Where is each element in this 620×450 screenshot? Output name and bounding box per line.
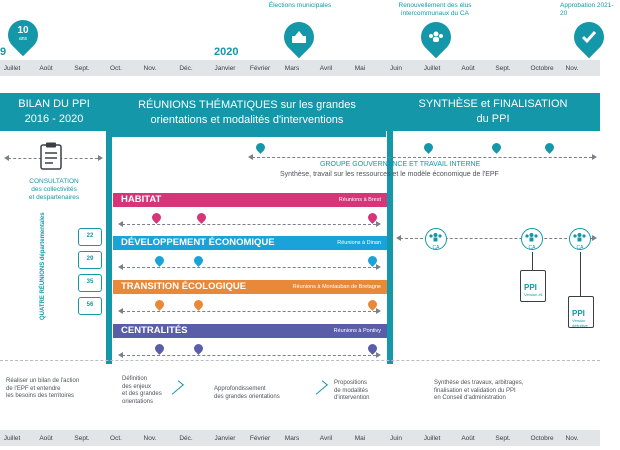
people-pin (415, 16, 457, 58)
theme-label: DÉVELOPPEMENT ÉCONOMIQUE (121, 237, 275, 248)
timeline-bottom-month-label: Mai (354, 435, 366, 442)
gouvernance-arrow-left (248, 154, 253, 160)
departement-code: 22 (86, 233, 94, 239)
people-icon (427, 30, 445, 44)
ca-label: CA (576, 245, 584, 251)
theme-arrow-line (122, 311, 376, 312)
check-pin (568, 16, 610, 58)
timeline-bottom-month-label: Août (39, 435, 53, 442)
theme-meeting-marker (192, 342, 205, 355)
timeline-bottom-month-label: Mars (284, 435, 300, 442)
banner-synthese-line2: du PPI (476, 113, 510, 125)
consultation-arrow-left (4, 155, 9, 161)
consultation-text: CONSULTATION des collectivités et despartenaires (28, 178, 80, 201)
ppi-doc-v1-title: PPI (524, 283, 537, 292)
departements-label: QUATRE RÉUNIONS départementales (40, 212, 46, 320)
theme-meeting-marker (195, 211, 208, 224)
departement-meeting-icon (78, 228, 102, 246)
theme-meeting-marker (192, 254, 205, 267)
theme-bar-0 (113, 193, 387, 207)
theme-note: Réunions à Brest (338, 197, 381, 203)
vertical-divider-left (106, 131, 112, 364)
caption-bilan: Réaliser un bilan de l'action de l'EPF et entendre les besoins des territoires (6, 378, 80, 399)
timeline-top-month-label: Octobre (530, 65, 554, 72)
timeline-bottom-month-label: Août (461, 435, 475, 442)
timeline-top-month-label: Août (461, 65, 475, 72)
consultation-arrow-right (98, 155, 103, 161)
ca-label: CA (528, 245, 536, 251)
theme-arrow-left (118, 221, 123, 227)
theme-meeting-marker (153, 342, 166, 355)
departement-meeting-icon (78, 274, 102, 292)
synthese-arrow-left (396, 235, 401, 241)
timeline-top-month-label: Janvier (214, 65, 236, 72)
clipboard-icon (40, 142, 62, 170)
timeline-top-month-label: Nov. (565, 65, 579, 72)
theme-arrow-line (122, 224, 376, 225)
caption-approfondissement: Approfondissement des grandes orientations (214, 386, 280, 400)
timeline-bottom-month-label: Nov. (565, 435, 579, 442)
banner-synthese (386, 93, 600, 131)
banner-bilan-line2: 2016 - 2020 (24, 113, 84, 125)
elections-label: Élections municipales (268, 2, 332, 9)
departement-code: 56 (86, 302, 94, 308)
ppi-doc-v1-sub: Version #1 (524, 292, 543, 297)
theme-arrow-left (118, 352, 123, 358)
theme-bar-1 (113, 236, 387, 250)
banner-reunions-line2: orientations et modalités d'interventions (150, 114, 344, 126)
caption-definition: Définition des enjeux et des grandes orientations (122, 376, 162, 405)
ppi-doc-final (568, 296, 594, 328)
gouvernance-sub: Synthèse, travail sur les ressources et le modèle économique de l'EPF (280, 171, 499, 178)
theme-arrow-line (122, 355, 376, 356)
banner-synthese-line1: SYNTHÈSE et FINALISATION (418, 98, 568, 110)
theme-bar-2 (113, 280, 387, 294)
renewal-label: Renouvellement des élus intercommunaux du CA (398, 2, 472, 17)
theme-arrow-left (118, 308, 123, 314)
timeline-top-month-label: Sept. (495, 65, 511, 72)
gouvernance-marker-3 (490, 141, 503, 154)
timeline-bottom-month-label: Nov. (143, 435, 157, 442)
timeline-top-month-label: Nov. (143, 65, 157, 72)
anniversary-number: 10 (17, 25, 29, 36)
theme-meeting-marker (192, 298, 205, 311)
banner-bilan (0, 93, 108, 131)
departement-meeting-icon (78, 297, 102, 315)
theme-arrow-right (376, 308, 381, 314)
timeline-top-month-label: Avril (319, 65, 333, 72)
gouvernance-arrow-line (252, 157, 592, 158)
banner-bilan-line1: BILAN DU PPI (18, 98, 90, 110)
theme-meeting-marker (153, 254, 166, 267)
theme-note: Réunions à Dinan (337, 240, 381, 246)
timeline-top-month-label: Sept. (74, 65, 90, 72)
timeline-bottom-month-label: Juillet (3, 435, 21, 442)
anniversary-pin (2, 14, 44, 56)
timeline-bottom-month-label: Juillet (423, 435, 441, 442)
timeline-bottom-month-label: Février (249, 435, 271, 442)
ppi-doc-final-title: PPI (572, 309, 585, 318)
departement-code: 29 (86, 256, 94, 262)
synthese-arrow-right (592, 235, 597, 241)
departement-meeting-icon (78, 251, 102, 269)
timeline-top-month-label: Déc. (179, 65, 193, 72)
timeline-top-month-label: Juin (390, 65, 402, 72)
ppi-doc-final-sub: Version définitive (572, 318, 588, 328)
timeline-bottom-month-label: Juin (390, 435, 402, 442)
gouvernance-title: GROUPE GOUVERNANCE ET TRAVAIL INTERNE (320, 161, 481, 168)
theme-arrow-right (376, 352, 381, 358)
banner-reunions (108, 93, 386, 137)
ballot-pin (278, 16, 320, 58)
theme-arrow-right (376, 264, 381, 270)
timeline-bottom-month-label: Octobre (530, 435, 554, 442)
timeline-bottom-month-label: Déc. (179, 435, 193, 442)
theme-note: Réunions à Pontivy (333, 328, 381, 334)
theme-bar-3 (113, 324, 387, 338)
timeline-bottom-month-label: Avril (319, 435, 333, 442)
timeline-bottom-month-label: Sept. (74, 435, 90, 442)
timeline-bottom-month-label: Janvier (214, 435, 236, 442)
year-label-left: 9 (0, 46, 7, 58)
timeline-top-month-label: Juillet (423, 65, 441, 72)
caption-propositions: Propositions de modalités d'intervention (334, 380, 370, 401)
theme-label: CENTRALITÉS (121, 325, 188, 336)
banner-reunions-line1: RÉUNIONS THÉMATIQUES sur les grandes (138, 99, 356, 111)
theme-arrow-line (122, 267, 376, 268)
timeline-top-month-label: Février (249, 65, 271, 72)
timeline-top-month-label: Oct. (110, 65, 122, 72)
connector-final (580, 252, 581, 296)
departement-code: 35 (86, 279, 94, 285)
gouvernance-marker-2 (422, 141, 435, 154)
timeline-bottom-month-label: Oct. (110, 435, 122, 442)
year-label-2020: 2020 (214, 46, 239, 58)
caption-synthese: Synthèse des travaux, arbitrages, finalisation et validation du PPI en Conseil d'administration (434, 380, 524, 401)
checkmark-icon (581, 30, 597, 44)
timeline-bottom-month-label: Sept. (495, 435, 511, 442)
theme-label: TRANSITION ÉCOLOGIQUE (121, 281, 247, 292)
captions-separator (0, 360, 600, 361)
ppi-doc-v1 (520, 270, 546, 302)
gouvernance-marker-1 (254, 141, 267, 154)
ballot-box-icon (291, 30, 307, 44)
approval-label: Approbation 2021-20 (560, 2, 614, 17)
timeline-top-month-label: Mars (284, 65, 300, 72)
theme-meeting-marker (153, 298, 166, 311)
theme-meeting-marker (150, 211, 163, 224)
theme-label: HABITAT (121, 194, 162, 205)
theme-note: Réunions à Montauban de Bretagne (292, 284, 381, 290)
gouvernance-arrow-right (592, 154, 597, 160)
gouvernance-marker-4 (543, 141, 556, 154)
ca-label: CA (432, 245, 440, 251)
connector-v1 (532, 252, 533, 270)
timeline-top-month-label: Août (39, 65, 53, 72)
chevron-right-icon (311, 380, 328, 394)
theme-arrow-left (118, 264, 123, 270)
anniversary-sub: ans (18, 36, 28, 42)
timeline-top-month-label: Juillet (3, 65, 21, 72)
theme-arrow-right (376, 221, 381, 227)
timeline-top-month-label: Mai (354, 65, 366, 72)
